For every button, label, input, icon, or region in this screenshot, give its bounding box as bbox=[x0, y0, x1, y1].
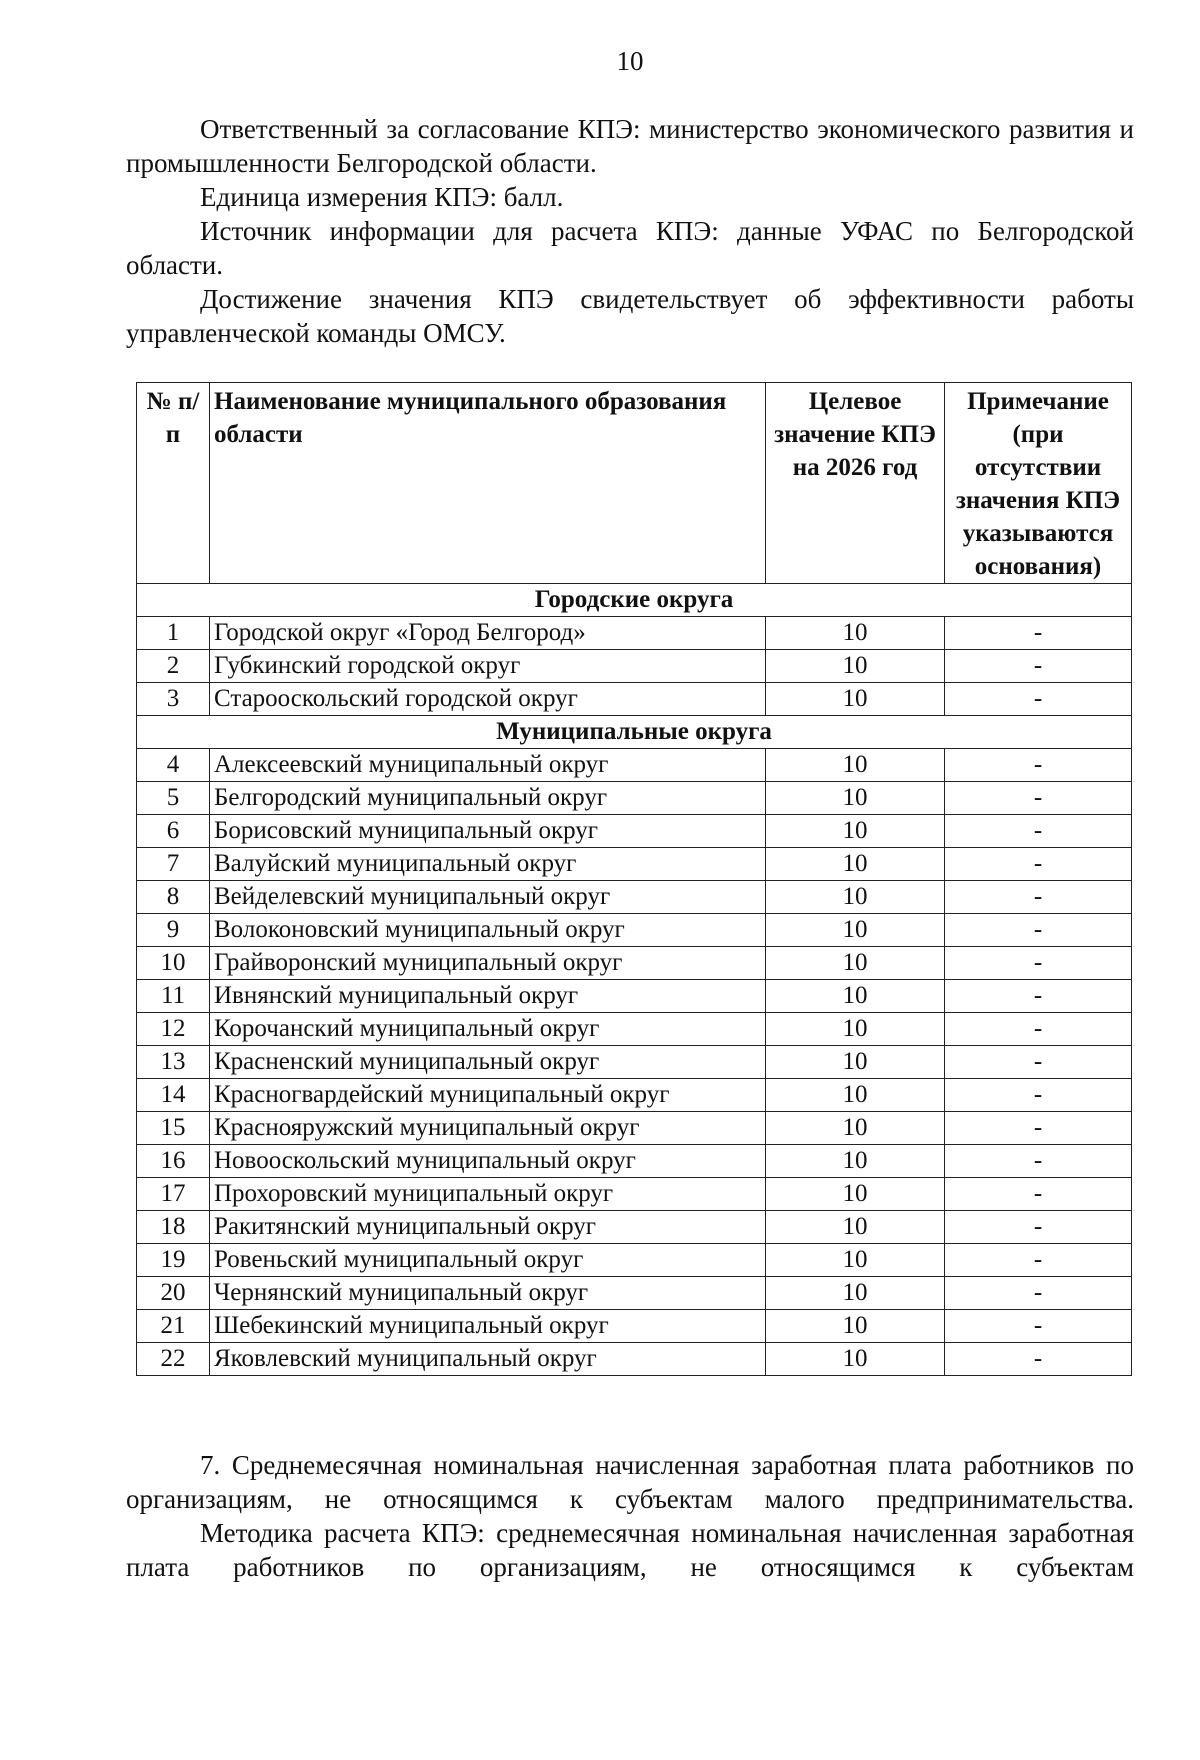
row-note: - bbox=[945, 749, 1132, 782]
row-name: Краснояружский муниципальный округ bbox=[210, 1112, 766, 1145]
table-body bbox=[137, 584, 1132, 1376]
method-paragraph: Методика расчета КПЭ: среднемесячная номинальная начисленная заработная плата работников по организациям, не относящимся к субъектам bbox=[126, 1518, 1134, 1582]
row-note: - bbox=[945, 815, 1132, 848]
row-note: - bbox=[945, 1079, 1132, 1112]
section-header-row bbox=[137, 584, 1132, 617]
table-row bbox=[137, 617, 1132, 650]
achievement-paragraph: Достижение значения КПЭ свидетельствует об эффективности работы управленческой команды ОМСУ. bbox=[126, 284, 1134, 348]
row-target-value: 10 bbox=[766, 1178, 945, 1211]
row-target-value: 10 bbox=[766, 881, 945, 914]
row-note: - bbox=[945, 617, 1132, 650]
table-row bbox=[137, 1277, 1132, 1310]
section-title: Муниципальные округа bbox=[137, 716, 1132, 749]
row-name: Ровеньский муниципальный округ bbox=[210, 1244, 766, 1277]
row-name: Борисовский муниципальный округ bbox=[210, 815, 766, 848]
section-title: Городские округа bbox=[137, 584, 1132, 617]
row-name: Прохоровский муниципальный округ bbox=[210, 1178, 766, 1211]
row-name: Корочанский муниципальный округ bbox=[210, 1013, 766, 1046]
table-row bbox=[137, 1046, 1132, 1079]
table-row bbox=[137, 914, 1132, 947]
row-number: 19 bbox=[137, 1244, 210, 1277]
row-name: Яковлевский муниципальный округ bbox=[210, 1343, 766, 1376]
row-target-value: 10 bbox=[766, 749, 945, 782]
table-row bbox=[137, 683, 1132, 716]
row-number: 9 bbox=[137, 914, 210, 947]
row-note: - bbox=[945, 1046, 1132, 1079]
table-row bbox=[137, 782, 1132, 815]
row-note: - bbox=[945, 1112, 1132, 1145]
unit-paragraph: Единица измерения КПЭ: балл. bbox=[200, 182, 564, 212]
row-target-value: 10 bbox=[766, 914, 945, 947]
row-number: 2 bbox=[137, 650, 210, 683]
row-name: Старооскольский городской округ bbox=[210, 683, 766, 716]
row-target-value: 10 bbox=[766, 617, 945, 650]
row-number: 18 bbox=[137, 1211, 210, 1244]
row-note: - bbox=[945, 1310, 1132, 1343]
section-header-row bbox=[137, 716, 1132, 749]
row-number: 3 bbox=[137, 683, 210, 716]
table-row bbox=[137, 1178, 1132, 1211]
row-name: Вейделевский муниципальный округ bbox=[210, 881, 766, 914]
row-note: - bbox=[945, 1013, 1132, 1046]
row-note: - bbox=[945, 1211, 1132, 1244]
row-name: Ракитянский муниципальный округ bbox=[210, 1211, 766, 1244]
row-target-value: 10 bbox=[766, 1112, 945, 1145]
row-target-value: 10 bbox=[766, 1079, 945, 1112]
table-row bbox=[137, 749, 1132, 782]
row-note: - bbox=[945, 848, 1132, 881]
row-number: 13 bbox=[137, 1046, 210, 1079]
row-number: 1 bbox=[137, 617, 210, 650]
item-7-paragraph: 7. Среднемесячная номинальная начисленная заработная плата работников по организациям, не относящимся к субъектам малого предпринимательства. bbox=[126, 1450, 1134, 1514]
table-header-row bbox=[137, 383, 1132, 584]
table-row bbox=[137, 1013, 1132, 1046]
row-target-value: 10 bbox=[766, 947, 945, 980]
row-name: Новооскольский муниципальный округ bbox=[210, 1145, 766, 1178]
row-name: Шебекинский муниципальный округ bbox=[210, 1310, 766, 1343]
row-name: Красногвардейский муниципальный округ bbox=[210, 1079, 766, 1112]
row-target-value: 10 bbox=[766, 650, 945, 683]
row-number: 8 bbox=[137, 881, 210, 914]
header-name: Наименование муниципального образования области bbox=[210, 383, 766, 584]
row-number: 11 bbox=[137, 980, 210, 1013]
responsible-paragraph: Ответственный за согласование КПЭ: министерство экономического развития и промышленности Белгородской области. bbox=[126, 114, 1134, 178]
table-row bbox=[137, 1079, 1132, 1112]
row-number: 7 bbox=[137, 848, 210, 881]
row-note: - bbox=[945, 683, 1132, 716]
row-name: Ивнянский муниципальный округ bbox=[210, 980, 766, 1013]
row-number: 17 bbox=[137, 1178, 210, 1211]
row-name: Грайворонский муниципальный округ bbox=[210, 947, 766, 980]
row-note: - bbox=[945, 914, 1132, 947]
row-note: - bbox=[945, 1277, 1132, 1310]
kpi-table-container bbox=[136, 382, 1132, 1376]
row-note: - bbox=[945, 1178, 1132, 1211]
row-target-value: 10 bbox=[766, 848, 945, 881]
table-row bbox=[137, 1244, 1132, 1277]
row-target-value: 10 bbox=[766, 782, 945, 815]
page-number: 10 bbox=[616, 46, 644, 76]
row-number: 14 bbox=[137, 1079, 210, 1112]
row-note: - bbox=[945, 1343, 1132, 1376]
row-note: - bbox=[945, 947, 1132, 980]
row-target-value: 10 bbox=[766, 683, 945, 716]
row-target-value: 10 bbox=[766, 1244, 945, 1277]
row-number: 15 bbox=[137, 1112, 210, 1145]
row-number: 10 bbox=[137, 947, 210, 980]
table-row bbox=[137, 650, 1132, 683]
table-row bbox=[137, 1343, 1132, 1376]
table-row bbox=[137, 947, 1132, 980]
row-note: - bbox=[945, 782, 1132, 815]
row-number: 12 bbox=[137, 1013, 210, 1046]
row-target-value: 10 bbox=[766, 1343, 945, 1376]
row-name: Валуйский муниципальный округ bbox=[210, 848, 766, 881]
table-row bbox=[137, 1145, 1132, 1178]
row-name: Белгородский муниципальный округ bbox=[210, 782, 766, 815]
row-number: 4 bbox=[137, 749, 210, 782]
row-target-value: 10 bbox=[766, 1310, 945, 1343]
row-number: 16 bbox=[137, 1145, 210, 1178]
row-target-value: 10 bbox=[766, 1277, 945, 1310]
row-note: - bbox=[945, 881, 1132, 914]
table-row bbox=[137, 815, 1132, 848]
table-row bbox=[137, 1310, 1132, 1343]
source-paragraph: Источник информации для расчета КПЭ: данные УФАС по Белгородской области. bbox=[126, 216, 1134, 280]
row-target-value: 10 bbox=[766, 1046, 945, 1079]
kpi-table bbox=[136, 382, 1132, 1376]
row-number: 5 bbox=[137, 782, 210, 815]
row-note: - bbox=[945, 1244, 1132, 1277]
row-name: Губкинский городской округ bbox=[210, 650, 766, 683]
table-row bbox=[137, 881, 1132, 914]
row-name: Городской округ «Город Белгород» bbox=[210, 617, 766, 650]
row-name: Красненский муниципальный округ bbox=[210, 1046, 766, 1079]
header-target: Целевое значение КПЭ на 2026 год bbox=[766, 383, 945, 584]
intro-text bbox=[126, 112, 1134, 350]
row-number: 6 bbox=[137, 815, 210, 848]
outro-text bbox=[126, 1448, 1134, 1584]
row-name: Чернянский муниципальный округ bbox=[210, 1277, 766, 1310]
row-target-value: 10 bbox=[766, 1211, 945, 1244]
table-row bbox=[137, 848, 1132, 881]
header-num: № п/п bbox=[137, 383, 210, 584]
table-row bbox=[137, 1112, 1132, 1145]
row-name: Волоконовский муниципальный округ bbox=[210, 914, 766, 947]
header-note: Примечание (при отсутствии значения КПЭ указываются основания) bbox=[945, 383, 1132, 584]
row-target-value: 10 bbox=[766, 1145, 945, 1178]
row-note: - bbox=[945, 1145, 1132, 1178]
row-number: 20 bbox=[137, 1277, 210, 1310]
row-number: 21 bbox=[137, 1310, 210, 1343]
row-target-value: 10 bbox=[766, 1013, 945, 1046]
row-note: - bbox=[945, 980, 1132, 1013]
row-note: - bbox=[945, 650, 1132, 683]
row-target-value: 10 bbox=[766, 815, 945, 848]
table-row bbox=[137, 980, 1132, 1013]
row-target-value: 10 bbox=[766, 980, 945, 1013]
table-row bbox=[137, 1211, 1132, 1244]
row-name: Алексеевский муниципальный округ bbox=[210, 749, 766, 782]
row-number: 22 bbox=[137, 1343, 210, 1376]
